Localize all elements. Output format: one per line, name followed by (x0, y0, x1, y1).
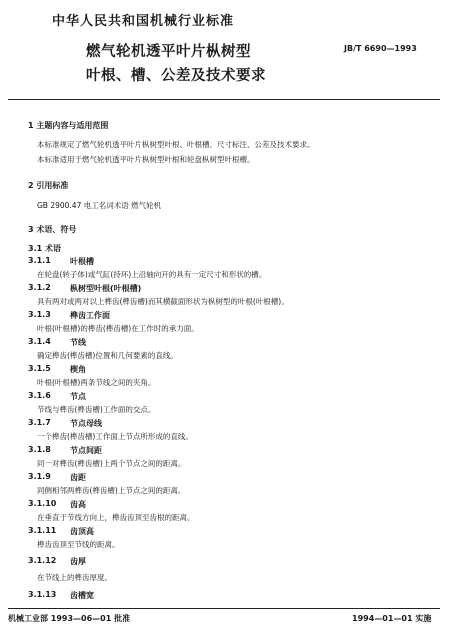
term-definition: 叶根(叶根槽)两条节线之间的夹角。 (37, 378, 156, 387)
term-name: 节点母线 (70, 419, 102, 428)
publisher-header: 中华人民共和国机械行业标准 (52, 14, 235, 29)
section-3-1-heading: 3.1 术语 (28, 244, 61, 253)
reference-entry: GB 2900.47 电工名词术语 燃气轮机 (37, 201, 162, 210)
term-definition: 节线与榫齿(榫齿槽)工作面的交点。 (37, 405, 156, 414)
term-name: 节点间距 (70, 446, 102, 455)
term-definition: 同一对榫齿(榫齿槽)上两个节点之间的距离。 (37, 459, 186, 468)
term-definition: 一个榫齿(榫齿槽)工作面上节点所形成的直线。 (37, 432, 193, 441)
term-number: 3.1.3 (28, 310, 51, 319)
term-number: 3.1.1 (28, 256, 51, 265)
standard-number: JB/T 6690—1993 (344, 44, 417, 53)
term-name: 枞树型叶根(叶根槽) (70, 284, 142, 293)
term-number: 3.1.2 (28, 283, 51, 292)
term-definition: 确定榫齿(榫齿槽)位置和几何要素的直线。 (37, 351, 178, 360)
term-number: 3.1.8 (28, 445, 51, 454)
term-definition: 同侧相邻两榫齿(榫齿槽)上节点之间的距离。 (37, 486, 186, 495)
term-number: 3.1.11 (28, 526, 57, 535)
section-1-paragraph-1: 本标准规定了燃气轮机透平叶片枞树型叶根、叶根槽、尺寸标注、公差及技术要求。 (37, 140, 315, 149)
section-1-heading: 1 主题内容与适用范围 (28, 121, 109, 130)
term-definition: 在轮盘(转子体)或气缸(持环)上沿轴向开的具有一定尺寸和形状的槽。 (37, 270, 267, 279)
term-number: 3.1.5 (28, 364, 51, 373)
term-name: 齿槽宽 (70, 591, 94, 600)
term-number: 3.1.12 (28, 556, 57, 565)
term-definition: 在节线上的榫齿厚度。 (37, 573, 112, 582)
term-definition: 具有两对或两对以上榫齿(榫齿槽)而其横截面形状为枞树型的叶根(叶根槽)。 (37, 297, 289, 306)
footer-divider (8, 608, 440, 609)
term-name: 榫齿工作面 (70, 311, 110, 320)
section-1-paragraph-2: 本标准适用于燃气轮机透平叶片枞树型叶根和轮盘枞树型叶根槽。 (37, 155, 255, 164)
term-number: 3.1.4 (28, 337, 51, 346)
approval-date: 机械工业部 1993—06—01 批准 (8, 614, 131, 623)
document-title-line-1: 燃气轮机透平叶片枞树型 (86, 44, 251, 60)
implementation-date: 1994—01—01 实施 (352, 614, 432, 623)
term-name: 齿高 (70, 500, 86, 509)
term-name: 齿距 (70, 473, 86, 482)
term-number: 3.1.6 (28, 391, 51, 400)
term-number: 3.1.10 (28, 499, 57, 508)
header-divider (8, 99, 440, 100)
section-2-heading: 2 引用标准 (28, 181, 69, 190)
term-name: 叶根槽 (70, 257, 94, 266)
term-definition: 榫齿齿顶至节线的距离。 (37, 540, 120, 549)
term-number: 3.1.13 (28, 590, 57, 599)
document-title-line-2: 叶根、槽、公差及技术要求 (86, 68, 266, 84)
term-name: 节线 (70, 338, 86, 347)
section-3-heading: 3 术语、符号 (28, 225, 77, 234)
term-name: 节点 (70, 392, 86, 401)
term-definition: 在垂直于节线方向上，榫齿齿顶至齿根的距离。 (37, 513, 195, 522)
term-number: 3.1.9 (28, 472, 51, 481)
term-name: 楔角 (70, 365, 86, 374)
term-name: 齿顶高 (70, 527, 94, 536)
term-name: 齿厚 (70, 557, 86, 566)
term-number: 3.1.7 (28, 418, 51, 427)
term-definition: 叶根(叶根槽)的榫齿(榫齿槽)在工作时的承力面。 (37, 324, 199, 333)
